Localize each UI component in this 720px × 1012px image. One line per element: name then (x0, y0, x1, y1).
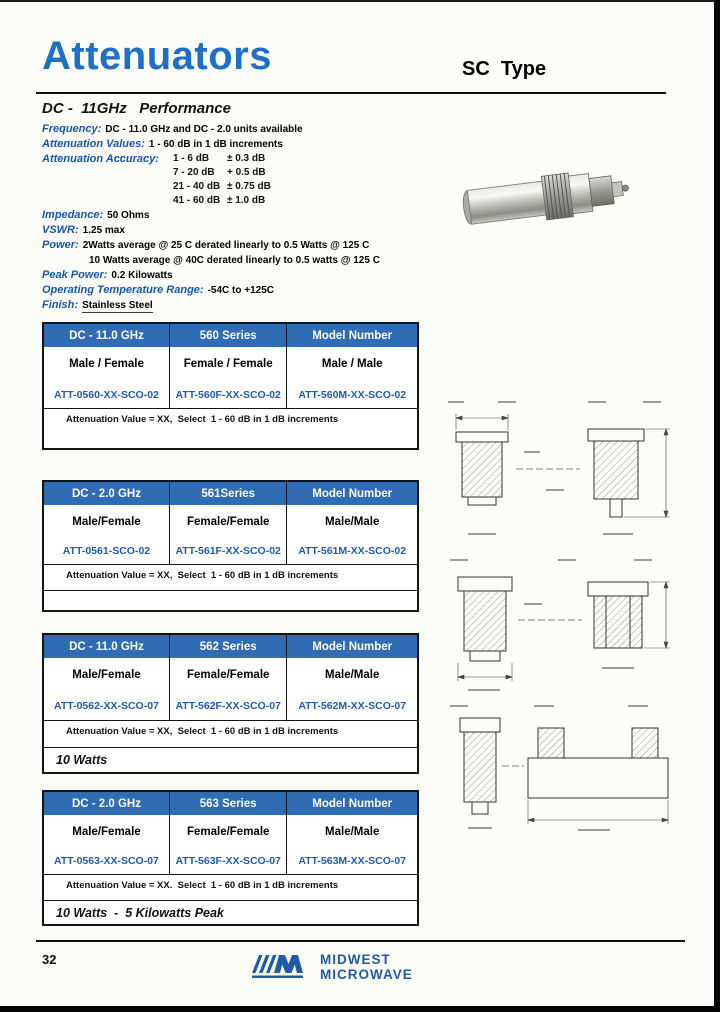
gender-cell: Female/Female (169, 658, 286, 692)
logo-text-top: MIDWEST (320, 952, 391, 967)
spec-frequency-label: Frequency: (42, 123, 102, 135)
gender-cell: Female / Female (169, 347, 286, 381)
table-gender-row (44, 505, 417, 538)
model-number: ATT-0562-XX-SCO-07 (54, 700, 159, 712)
table-gender-row (44, 815, 417, 848)
spec-impedance (42, 208, 452, 223)
accuracy-tolerance: ± 0.75 dB (226, 181, 271, 192)
spec-peak-power-value: 0.2 Kilowatts (111, 270, 173, 281)
spec-attenuation-accuracy (42, 152, 452, 208)
series-table-562 (42, 633, 419, 774)
table-model-header: Model Number (286, 324, 417, 347)
outline-drawing-561-series (438, 552, 690, 703)
accuracy-range: 1 - 6 dB (172, 153, 210, 164)
table-series-header: 563 Series (169, 792, 286, 815)
series-table-560 (42, 322, 419, 450)
spec-frequency-value: DC - 11.0 GHz and DC - 2.0 units available (105, 124, 303, 135)
model-number: ATT-562M-XX-SCO-07 (286, 692, 417, 720)
model-number: ATT-561F-XX-SCO-02 (169, 538, 286, 564)
spec-temperature (42, 283, 452, 298)
model-number: ATT-563M-XX-SCO-07 (286, 848, 417, 874)
spec-power (42, 238, 452, 253)
footer-divider (36, 940, 685, 942)
gender-cell: Male/Female (72, 515, 141, 528)
table-model-row (44, 538, 417, 564)
section-heading: DC - 11GHz Performance (42, 100, 231, 117)
spec-power-line2 (42, 253, 452, 268)
spec-peak-power-label: Peak Power: (42, 269, 108, 281)
logo-text (320, 952, 413, 982)
header-divider (36, 92, 666, 94)
accuracy-row (173, 152, 271, 166)
logo-text-bottom: MICROWAVE (320, 967, 413, 982)
table-freq-header: DC - 2.0 GHz (71, 487, 141, 500)
spec-finish-label: Finish: (42, 299, 79, 311)
table-header-row (44, 324, 417, 347)
spec-power-value-1: 2Watts average @ 25 C derated linearly to 0.5 Watts @ 125 C (82, 240, 370, 251)
page-title: Attenuators (42, 34, 272, 78)
spec-attenuation-values-label: Attenuation Values: (42, 138, 145, 150)
table-series-header: 560 Series (169, 324, 286, 347)
spec-attenuation-values (42, 137, 452, 152)
midwest-microwave-logo (252, 948, 413, 986)
spec-power-label: Power: (42, 239, 79, 251)
table-model-row (44, 848, 417, 874)
scan-edge-top (0, 0, 720, 2)
model-number: ATT-563F-XX-SCO-07 (169, 848, 286, 874)
attenuator-photo-image (438, 144, 653, 252)
model-number: ATT-0560-XX-SCO-02 (54, 388, 159, 401)
model-number: ATT-560M-XX-SCO-02 (286, 381, 417, 408)
spec-frequency (42, 122, 452, 137)
spec-power-value-2: 10 Watts average @ 40C derated linearly to 0.5 watts @ 125 C (89, 255, 380, 266)
accuracy-row (173, 166, 271, 180)
table-model-header: Model Number (286, 792, 417, 815)
table-note (44, 590, 417, 610)
logo-mark-icon (252, 948, 312, 986)
table-gender-row (44, 658, 417, 692)
table-footnote: Attenuation Value = XX, Select 1 - 60 dB in 1 dB increments (44, 408, 417, 448)
table-model-header: Model Number (286, 635, 417, 658)
gender-cell: Male/Male (286, 815, 417, 848)
spec-finish-value: Stainless Steel (82, 300, 153, 311)
table-series-header: 561Series (169, 482, 286, 505)
product-type-label: SC Type (462, 58, 547, 80)
scan-edge-bottom (0, 1006, 720, 1012)
gender-cell: Female/Female (169, 505, 286, 538)
spec-impedance-label: Impedance: (42, 209, 104, 221)
table-gender-row (44, 347, 417, 381)
table-freq-header: DC - 11.0 GHz (69, 640, 144, 653)
scan-edge-right (714, 0, 720, 1012)
accuracy-range: 21 - 40 dB (172, 181, 221, 192)
spec-temperature-value: -54C to +125C (207, 285, 274, 296)
gender-cell: Male/Female (72, 825, 141, 838)
spec-vswr-label: VSWR: (42, 224, 79, 236)
series-table-561 (42, 480, 419, 612)
page-number: 32 (42, 952, 57, 967)
gender-cell: Male/Female (72, 669, 141, 681)
accuracy-tolerance: + 0.5 dB (226, 167, 266, 178)
table-footnote: Attenuation Value = XX. Select 1 - 60 dB in 1 dB increments (44, 874, 417, 900)
table-freq-header: DC - 11.0 GHz (69, 329, 144, 342)
spec-impedance-value: 50 Ohms (107, 210, 150, 221)
outline-drawing-560-series (438, 394, 690, 551)
table-note: 10 Watts (44, 747, 417, 772)
model-number: ATT-0563-XX-SCO-07 (54, 855, 159, 867)
table-header-row (44, 792, 417, 815)
accuracy-tolerance: ± 0.3 dB (226, 153, 266, 164)
spec-attenuation-accuracy-label: Attenuation Accuracy: (42, 153, 159, 165)
gender-cell: Male / Female (69, 358, 144, 370)
gender-cell: Male/Male (286, 505, 417, 538)
accuracy-row (173, 194, 271, 208)
model-number: ATT-561M-XX-SCO-02 (286, 538, 417, 564)
table-header-row (44, 635, 417, 658)
table-header-row (44, 482, 417, 505)
gender-cell: Male/Male (286, 658, 417, 692)
table-model-header: Model Number (286, 482, 417, 505)
accuracy-table (173, 152, 271, 208)
spec-attenuation-values-value: 1 - 60 dB in 1 dB increments (148, 139, 283, 150)
table-note: 10 Watts - 5 Kilowatts Peak (44, 900, 417, 924)
table-series-header: 562 Series (169, 635, 286, 658)
gender-cell: Female/Female (169, 815, 286, 848)
spec-peak-power (42, 268, 452, 283)
model-number: ATT-560F-XX-SCO-02 (169, 381, 286, 408)
accuracy-row (173, 180, 271, 194)
table-freq-header: DC - 2.0 GHz (71, 797, 141, 810)
gender-cell: Male / Male (286, 347, 417, 381)
spec-temperature-label: Operating Temperature Range: (42, 284, 204, 296)
accuracy-tolerance: ± 1.0 dB (226, 195, 266, 206)
series-table-563 (42, 790, 419, 926)
product-photo (438, 144, 653, 252)
spec-vswr-value: 1.25 max (82, 225, 125, 236)
table-model-row (44, 381, 417, 408)
spec-list (42, 122, 452, 313)
model-number: ATT-0561-SCO-02 (62, 545, 151, 557)
spec-vswr (42, 223, 452, 238)
accuracy-range: 41 - 60 dB (172, 195, 221, 206)
accuracy-range: 7 - 20 dB (172, 167, 215, 178)
table-footnote: Attenuation Value = XX, Select 1 - 60 dB in 1 dB increments (44, 720, 417, 747)
outline-drawing-562-563-series (438, 698, 690, 845)
model-number: ATT-562F-XX-SCO-07 (169, 692, 286, 720)
table-model-row (44, 692, 417, 720)
table-footnote: Attenuation Value = XX, Select 1 - 60 dB in 1 dB increments (44, 564, 417, 590)
spec-finish (42, 298, 452, 313)
